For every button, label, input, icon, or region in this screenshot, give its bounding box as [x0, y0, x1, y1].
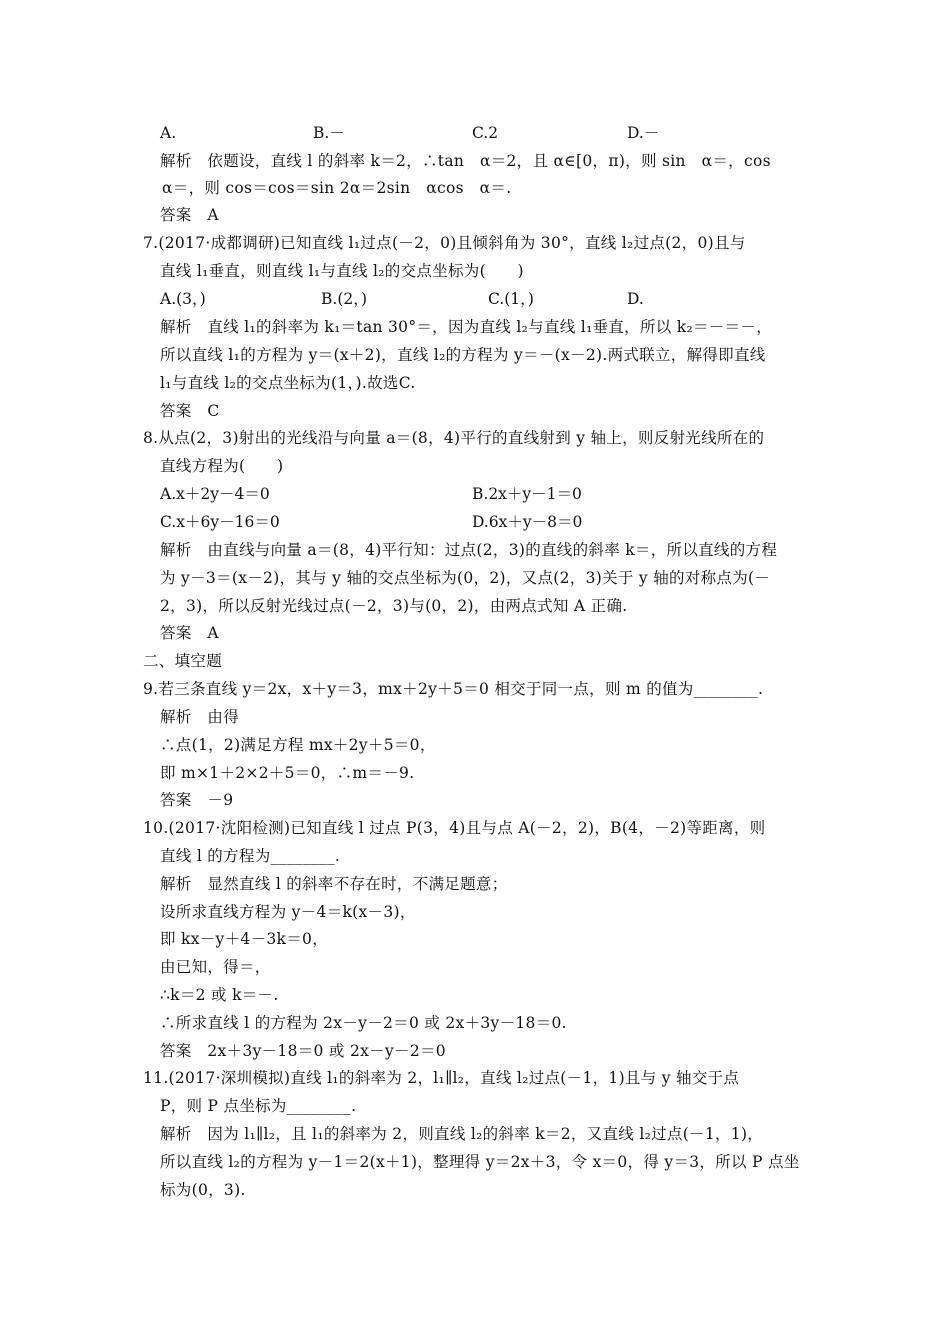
q8-option-a: A.x＋2y－4＝0	[160, 485, 270, 503]
q7-analysis-line: l₁与直线 l₂的交点坐标为(1，).故选C.	[160, 374, 416, 392]
q8-option-c: C.x＋6y－16＝0	[160, 513, 280, 531]
q10-analysis-line: 即 kx－y＋4－3k＝0，	[160, 930, 328, 948]
q10-analysis-line: 由已知，得＝，	[160, 958, 271, 976]
q9-analysis-line: 解析 由得	[160, 708, 240, 726]
q8-analysis-line: 2，3)，所以反射光线过点(－2，3)与(0，2)，由两点式知 A 正确.	[160, 597, 628, 615]
q9-analysis-line: ∴点(1，2)满足方程 mx＋2y＋5＝0，	[160, 736, 436, 754]
q11-analysis-line: 所以直线 l₂的方程为 y－1＝2(x＋1)，整理得 y＝2x＋3，令 x＝0，得 y＝3，所以 P 点坐	[160, 1153, 800, 1171]
q11-stem-line: 11.(2017·深圳模拟)直线 l₁的斜率为 2，l₁∥l₂，直线 l₂过点(－1，1)且与 y 轴交于点	[143, 1069, 740, 1087]
q6-answer: 答案 A	[160, 206, 219, 224]
q10-analysis-line: 解析 显然直线 l 的斜率不存在时，不满足题意；	[160, 875, 508, 893]
q7-option-a: A.(3，)	[160, 290, 206, 308]
q7-stem-line: 直线 l₁垂直，则直线 l₁与直线 l₂的交点坐标为( )	[160, 262, 524, 280]
q8-option-b: B.2x＋y－1＝0	[472, 485, 582, 503]
q6-option-d: D.－	[627, 124, 660, 142]
q10-answer: 答案 2x＋3y－18＝0 或 2x－y－2＝0	[160, 1042, 446, 1060]
q7-answer: 答案 C	[160, 402, 220, 420]
q7-stem-line: 7.(2017·成都调研)已知直线 l₁过点(－2，0)且倾斜角为 30°，直线 l₂过点(2，0)且与	[143, 234, 746, 252]
q11-stem-line: P，则 P 点坐标为________.	[160, 1097, 357, 1115]
q6-option-a: A.	[160, 124, 177, 142]
q7-option-c: C.(1，)	[488, 290, 534, 308]
q10-analysis-line: ∴k＝2 或 k＝－.	[160, 986, 279, 1004]
q11-analysis-line: 解析 因为 l₁∥l₂，且 l₁的斜率为 2，则直线 l₂的斜率 k＝2，又直线 l₂过点(－1，1)，	[160, 1125, 764, 1143]
q11-analysis-line: 标为(0，3).	[160, 1181, 246, 1199]
q8-analysis-line: 为 y－3＝(x－2)，其与 y 轴的交点坐标为(0，2)，又点(2，3)关于 y 轴的对称点为(－	[160, 569, 771, 587]
q8-option-d: D.6x＋y－8＝0	[472, 513, 583, 531]
q6-option-c: C.2	[472, 124, 499, 142]
q9-stem: 9.若三条直线 y＝2x，x＋y＝3，mx＋2y＋5＝0 相交于同一点，则 m 的值为________.	[143, 680, 764, 698]
q10-analysis-line: ∴所求直线 l 的方程为 2x－y－2＝0 或 2x＋3y－18＝0.	[160, 1014, 567, 1032]
q10-stem-line: 直线 l 的方程为________.	[160, 847, 341, 865]
q10-analysis-line: 设所求直线方程为 y－4＝k(x－3)，	[160, 903, 416, 921]
q7-analysis-line: 所以直线 l₁的方程为 y＝(x＋2)，直线 l₂的方程为 y＝－(x－2).两式联立，解得即直线	[160, 346, 766, 364]
q6-analysis-line: 解析 依题设，直线 l 的斜率 k＝2，∴tan α＝2，且 α∈[0，π)，则 sin α＝，cos	[160, 152, 771, 170]
q6-analysis-line: α＝，则 cos＝cos＝sin 2α＝2sin αcos α＝.	[162, 179, 512, 197]
q7-analysis-line: 解析 直线 l₁的斜率为 k₁＝tan 30°＝，因为直线 l₂与直线 l₁垂直，所以 k₂＝－＝－，	[160, 318, 773, 336]
q7-option-d: D.	[627, 290, 644, 308]
q8-answer: 答案 A	[160, 624, 219, 642]
q9-answer: 答案 －9	[160, 791, 234, 809]
q9-analysis-line: 即 m×1＋2×2＋5＝0，∴m＝－9.	[160, 764, 415, 782]
section-heading: 二、填空题	[143, 652, 223, 670]
q8-stem-line: 直线方程为( )	[160, 457, 284, 475]
q10-stem-line: 10.(2017·沈阳检测)已知直线 l 过点 P(3，4)且与点 A(－2，2)，B(4，－2)等距离，则	[143, 819, 766, 837]
q8-stem-line: 8.从点(2，3)射出的光线沿与向量 a＝(8，4)平行的直线射到 y 轴上，则反射光线所在的	[143, 429, 765, 447]
q8-analysis-line: 解析 由直线与向量 a＝(8，4)平行知：过点(2，3)的直线的斜率 k＝，所以直线的方程	[160, 541, 778, 559]
q7-option-b: B.(2，)	[321, 290, 368, 308]
q6-option-b: B.－	[313, 124, 345, 142]
